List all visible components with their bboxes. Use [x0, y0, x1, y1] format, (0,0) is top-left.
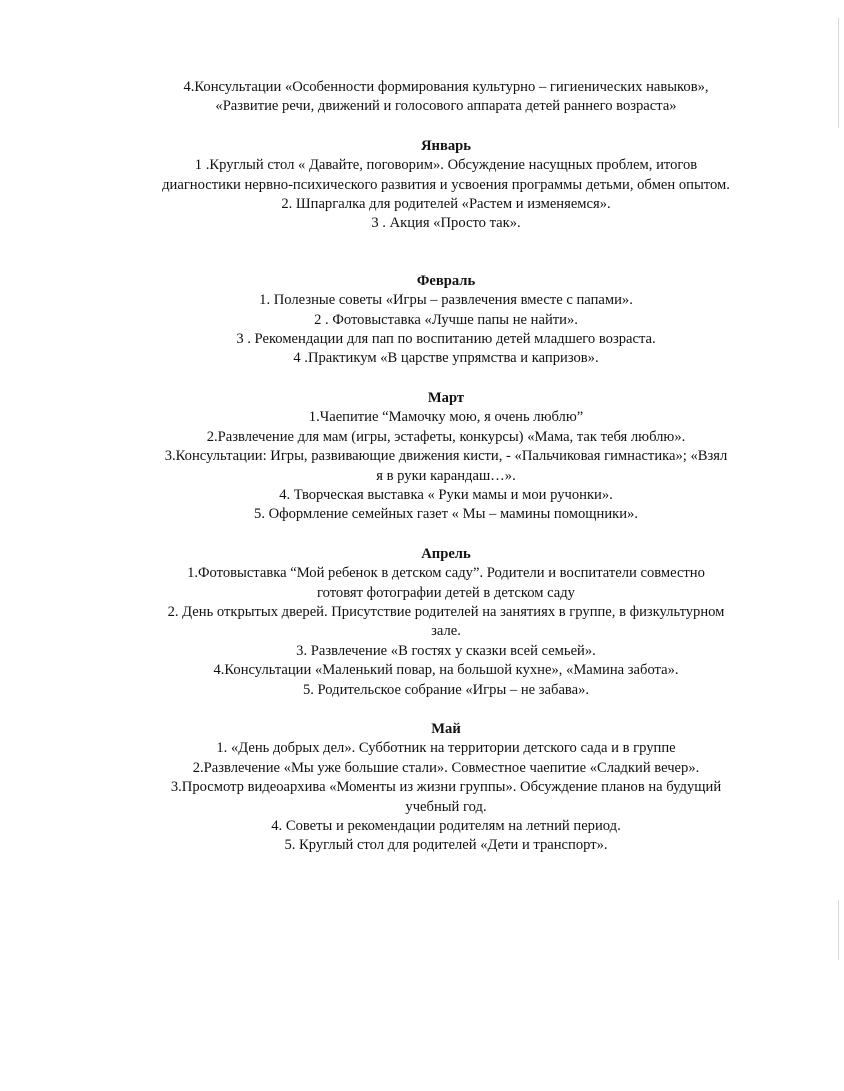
list-item: 2 . Фотовыставка «Лучше папы не найти».	[314, 311, 578, 328]
section-title-january: Январь	[421, 137, 471, 154]
list-item: зале.	[431, 623, 461, 640]
list-item: 4 .Практикум «В царстве упрямства и капризов».	[293, 350, 599, 367]
list-item: 1 .Круглый стол « Давайте, поговорим». Обсуждение насущных проблем, итогов	[194, 157, 698, 174]
list-item: 1. Полезные советы «Игры – развлечения вместе с папами».	[259, 292, 633, 309]
section-april	[118, 545, 774, 700]
scan-edge-mark	[838, 900, 839, 960]
section-title-february: Февраль	[416, 272, 476, 289]
list-item: учебный год.	[405, 798, 487, 815]
intro-line: 4.Консультации «Особенности формирования культурно – гигиенических навыков»,	[183, 79, 709, 95]
list-item: 3 . Рекомендации для пап по воспитанию детей младшего возраста.	[236, 331, 656, 348]
list-item: 4. Советы и рекомендации родителям на летний период.	[271, 818, 621, 834]
list-item: 1. «День добрых дел». Субботник на территории детского сада и в группе	[216, 740, 676, 757]
section-title-march: Март	[427, 389, 465, 406]
list-item: 5. Оформление семейных газет « Мы – мамины помощники».	[254, 506, 638, 523]
document-page	[118, 78, 774, 856]
list-item: 2.Развлечение «Мы уже большие стали». Совместное чаепитие «Сладкий вечер».	[192, 759, 700, 776]
list-item: 1.Чаепитие “Мамочку мою, я очень люблю”	[308, 409, 584, 426]
intro-block	[118, 78, 774, 117]
list-item: я в руки карандаш…».	[376, 467, 516, 484]
list-item: 1.Фотовыставка “Мой ребенок в детском саду”. Родители и воспитатели совместно	[187, 565, 705, 582]
list-item: 3 . Акция «Просто так».	[371, 215, 521, 232]
list-item: 3.Просмотр видеоархива «Моменты из жизни группы». Обсуждение планов на будущий	[170, 779, 722, 796]
section-january	[118, 137, 774, 234]
list-item: 2. Шпаргалка для родителей «Растем и изменяемся».	[281, 196, 611, 213]
list-item: 4. Творческая выставка « Руки мамы и мои ручонки».	[279, 486, 613, 503]
section-february	[118, 272, 774, 369]
list-item: 2.Развлечение для мам (игры, эстафеты, конкурсы) «Мама, так тебя люблю».	[206, 428, 686, 445]
list-item: готовят фотографии детей в детском саду	[317, 584, 575, 601]
intro-line: «Развитие речи, движений и голосового аппарата детей раннего возраста»	[215, 98, 677, 115]
list-item: 2. День открытых дверей. Присутствие родителей на занятиях в группе, в физкультурном	[167, 603, 725, 620]
list-item: 5. Круглый стол для родителей «Дети и транспорт».	[284, 837, 608, 854]
section-march	[118, 389, 774, 525]
list-item: 3.Консультации: Игры, развивающие движения кисти, - «Пальчиковая гимнастика»; «Взял	[164, 448, 728, 465]
list-item: 3. Развлечение «В гостях у сказки всей семьей».	[296, 642, 596, 659]
section-title-april: Апрель	[421, 545, 471, 562]
section-may	[118, 720, 774, 856]
section-title-may: Май	[431, 720, 461, 737]
list-item: диагностики нервно-психического развития и усвоения программы детьми, обмен опытом.	[162, 176, 730, 193]
scan-edge-mark	[838, 18, 839, 128]
list-item: 4.Консультации «Маленький повар, на большой кухне», «Мамина забота».	[213, 662, 679, 679]
list-item: 5. Родительское собрание «Игры – не забава».	[302, 681, 590, 698]
